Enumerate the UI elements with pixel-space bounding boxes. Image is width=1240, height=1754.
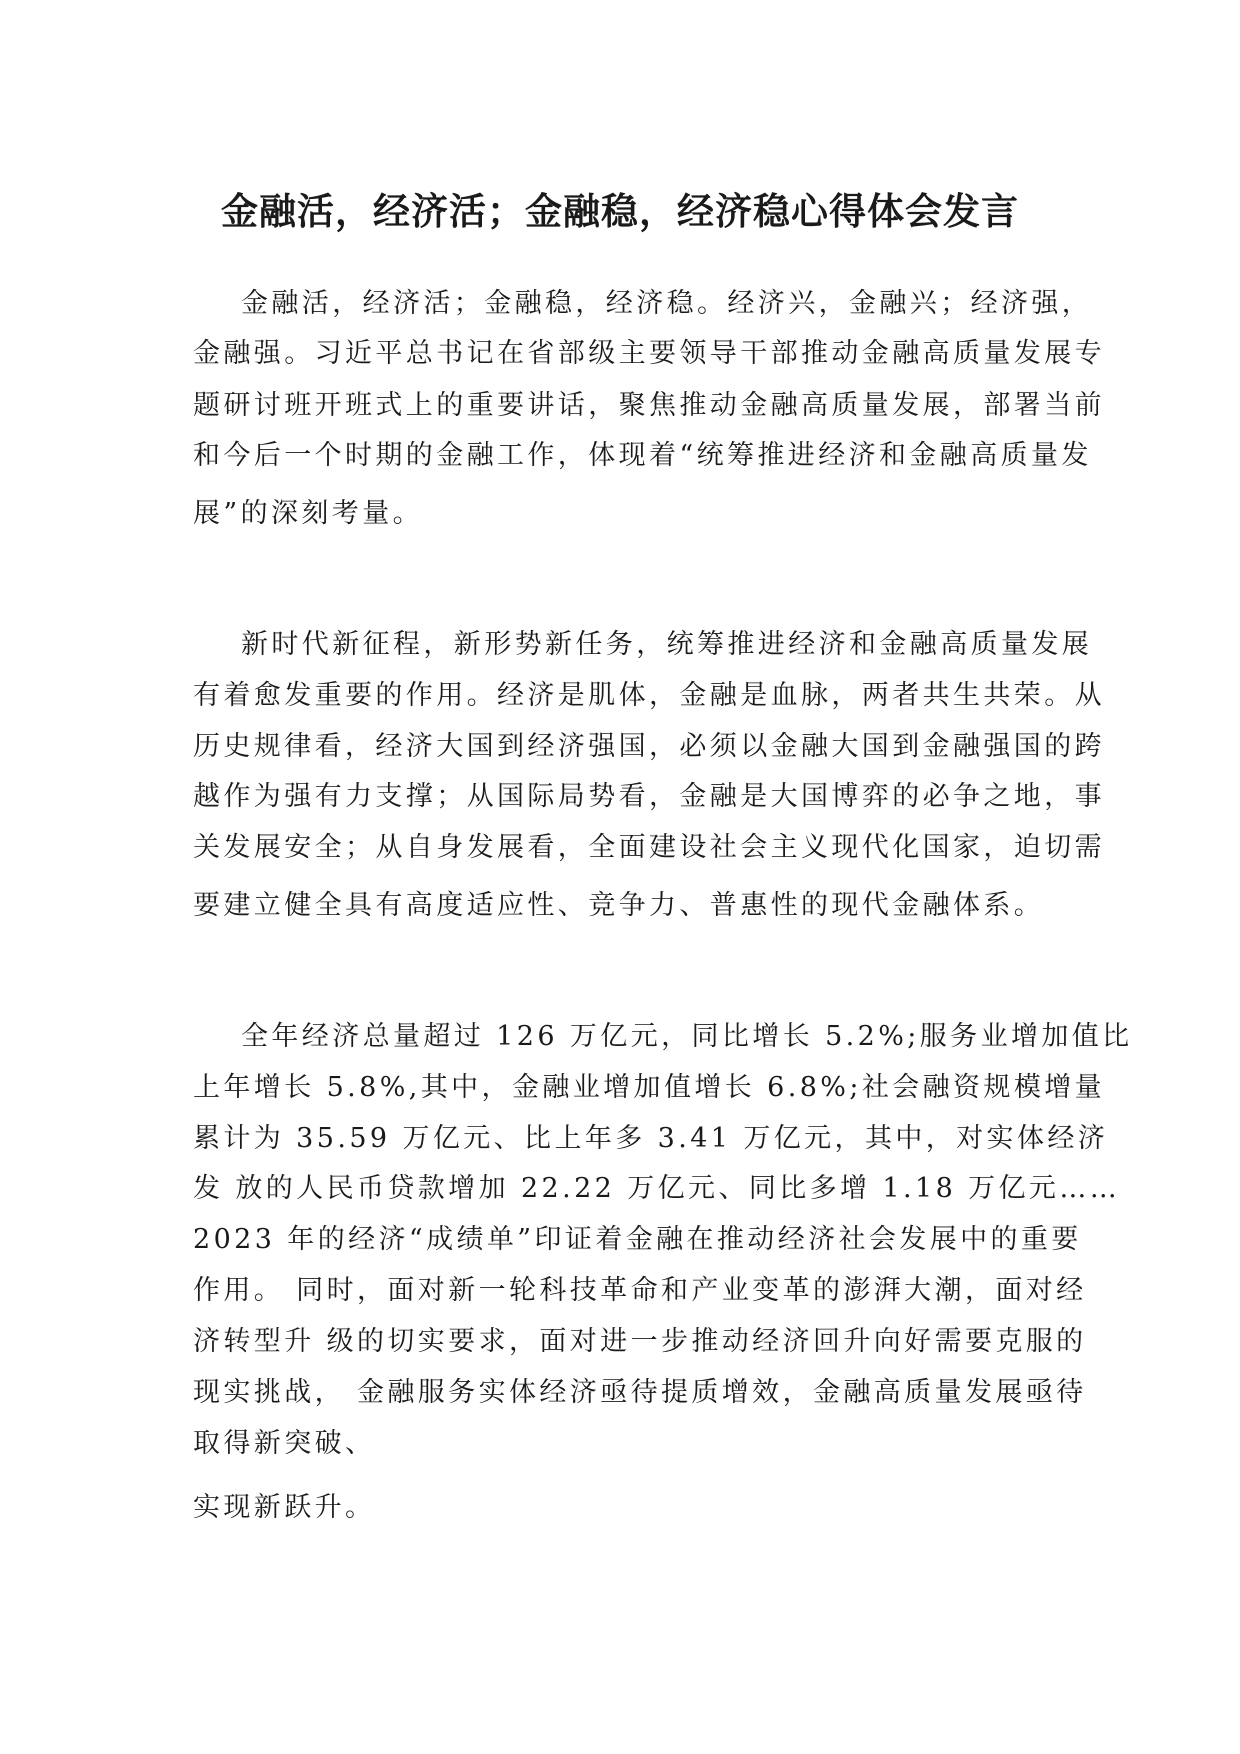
paragraph-2-line-5: 关发展安全；从自身发展看，全面建设社会主义现代化国家，迫切需 <box>193 832 1105 863</box>
paragraph-3-line-6: 作用。 同时，面对新一轮科技革命和产业变革的澎湃大潮，面对经 <box>193 1275 1087 1306</box>
paragraph-3-line-2: 上年增长 5.8%,其中，金融业增加值增长 6.8%;社会融资规模增量 <box>193 1072 1106 1103</box>
paragraph-1-line-2: 金融强。习近平总书记在省部级主要领导干部推动金融高质量发展专 <box>193 338 1105 369</box>
paragraph-3-line-5: 2023 年的经济“成绩单”印证着金融在推动经济社会发展中的重要 <box>193 1224 1082 1255</box>
paragraph-2-line-3: 历史规律看，经济大国到经济强国，必须以金融大国到金融强国的跨 <box>193 731 1105 762</box>
paragraph-3-line-3: 累计为 35.59 万亿元、比上年多 3.41 万亿元，其中，对实体经济 <box>193 1123 1109 1154</box>
paragraph-3-line-4: 发 放的人民币贷款增加 22.22 万亿元、同比多增 1.18 万亿元…… <box>193 1173 1121 1204</box>
paragraph-1-line-5: 展”的深刻考量。 <box>193 498 424 529</box>
paragraph-1-line-3: 题研讨班开班式上的重要讲话，聚焦推动金融高质量发展，部署当前 <box>193 390 1105 421</box>
paragraph-3-line-8: 现实挑战， 金融服务实体经济亟待提质增效，金融高质量发展亟待 <box>193 1377 1087 1408</box>
paragraph-1-line-4: 和今后一个时期的金融工作，体现着“统筹推进经济和金融高质量发 <box>193 440 1092 471</box>
paragraph-2-line-1: 新时代新征程，新形势新任务，统筹推进经济和金融高质量发展 <box>241 629 1093 660</box>
page-title: 金融活，经济活；金融稳，经济稳心得体会发言 <box>221 190 1019 233</box>
paragraph-2-line-4: 越作为强有力支撑；从国际局势看，金融是大国博弈的必争之地，事 <box>193 781 1105 812</box>
paragraph-1-line-1: 金融活，经济活；金融稳，经济稳。经济兴，金融兴；经济强， <box>241 288 1093 319</box>
paragraph-2-line-6: 要建立健全具有高度适应性、竞争力、普惠性的现代金融体系。 <box>193 890 1045 921</box>
paragraph-3-line-9: 取得新突破、 <box>193 1428 376 1459</box>
paragraph-3-line-10: 实现新跃升。 <box>193 1492 376 1523</box>
paragraph-3-line-7: 济转型升 级的切实要求，面对进一步推动经济回升向好需要克服的 <box>193 1326 1087 1357</box>
paragraph-3-line-1: 全年经济总量超过 126 万亿元，同比增长 5.2%;服务业增加值比 <box>241 1021 1133 1052</box>
paragraph-2-line-2: 有着愈发重要的作用。经济是肌体，金融是血脉，两者共生共荣。从 <box>193 680 1105 711</box>
